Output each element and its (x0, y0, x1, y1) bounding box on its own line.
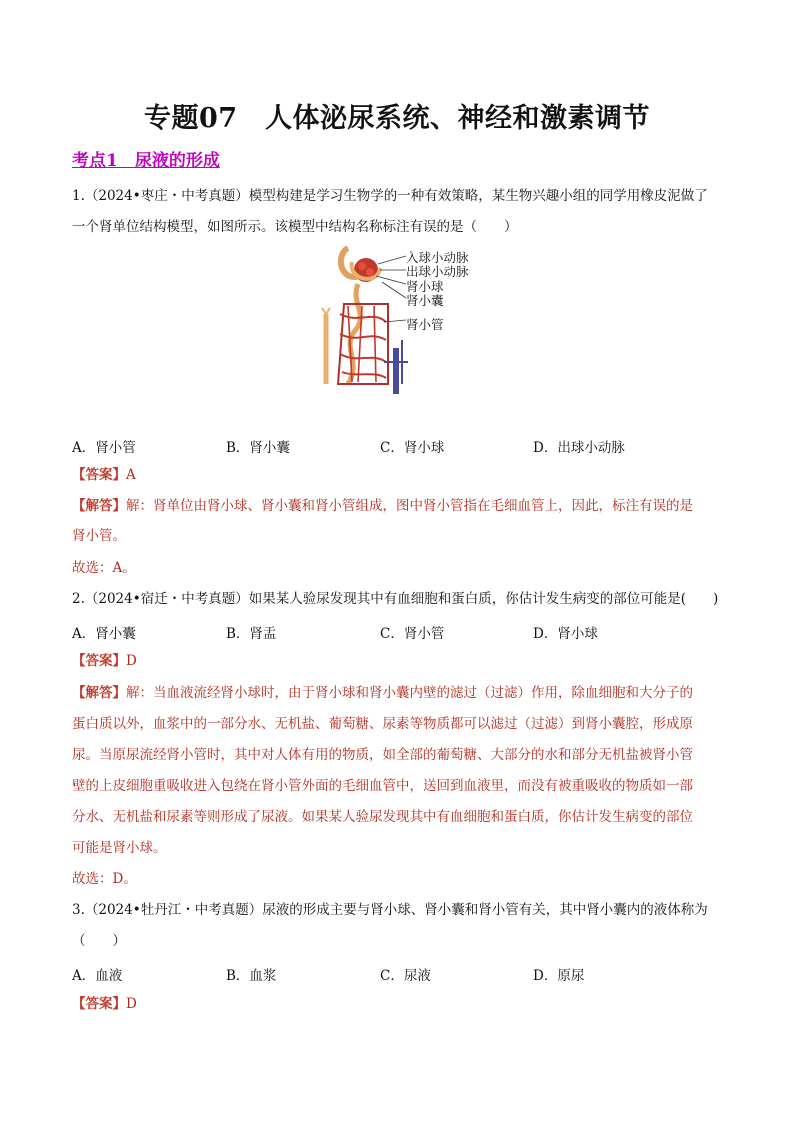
q2-explain-line5: 分水、无机盐和尿素等则形成了尿液。如果某人验尿发现其中有血细胞和蛋白质，你估计发生病变的部位 (72, 809, 693, 825)
explain-text: 解：肾单位由肾小球、肾小囊和肾小管组成，图中肾小管指在毛细血管上，因此，标注有误的是 (126, 498, 693, 514)
answer-value: D (126, 653, 137, 669)
q2-option-b: B．肾盂 (226, 626, 277, 642)
figure-label-capsule: 肾小囊 (406, 293, 444, 308)
q3-answer (72, 996, 137, 1012)
q2-explain-line2: 蛋白质以外，血浆中的一部分水、无机盐、葡萄糖、尿素等物质都可以滤过（过滤）到肾小囊腔，形成原 (72, 716, 693, 732)
q2-option-a: A．肾小囊 (72, 626, 136, 642)
explain-tag: 【解答】 (72, 498, 126, 514)
q3-option-a: A．血液 (72, 968, 123, 984)
q2-option-c: C．肾小管 (380, 626, 445, 642)
q1-choice: 故选：A。 (72, 560, 136, 576)
q3-option-c: C．尿液 (380, 968, 431, 984)
q2-stem-line1: 2.（2024•宿迁・中考真题）如果某人验尿发现其中有血细胞和蛋白质，你估计发生病变的部位可能是( ) (72, 591, 719, 607)
q1-option-b: B．肾小囊 (226, 440, 290, 456)
q1-stem-line1: 1.（2024•枣庄・中考真题）模型构建是学习生物学的一种有效策略，某生物兴趣小组的同学用橡皮泥做了 (72, 188, 708, 204)
page-title: 专题07 人体泌尿系统、神经和激素调节 (143, 103, 651, 134)
answer-tag: 【答案】 (72, 996, 126, 1012)
q1-explain-line2: 肾小管。 (72, 528, 126, 544)
q1-answer (72, 467, 136, 483)
q3-option-d: D．原尿 (533, 968, 585, 984)
q2-choice: 故选：D。 (72, 871, 137, 887)
q2-explain-line4: 壁的上皮细胞重吸收进入包绕在肾小管外面的毛细血管中，送回到血液里，而没有被重吸收的物质如一部 (72, 778, 693, 794)
answer-tag: 【答案】 (72, 467, 126, 483)
q1-explain-line1 (72, 498, 693, 514)
q2-explain-line6: 可能是肾小球。 (72, 840, 167, 856)
q1-option-a: A．肾小管 (72, 440, 136, 456)
explain-text: 解：当血液流经肾小球时，由于肾小球和肾小囊内壁的滤过（过滤）作用，除血细胞和大分子的 (126, 685, 693, 701)
q3-option-b: B．血浆 (226, 968, 277, 984)
q2-option-d: D．肾小球 (533, 626, 598, 642)
section-heading: 考点1 尿液的形成 (72, 151, 220, 171)
explain-tag: 【解答】 (72, 685, 126, 701)
figure-label-afferent: 入球小动脉 (406, 250, 469, 265)
answer-tag: 【答案】 (72, 653, 126, 669)
q1-option-d: D．出球小动脉 (533, 440, 625, 456)
q2-explain-line1 (72, 685, 693, 701)
figure-label-tubule: 肾小管 (406, 317, 444, 332)
q3-stem-line1: 3.（2024•牡丹江・中考真题）尿液的形成主要与肾小球、肾小囊和肾小管有关，其中肾小囊内的液体称为 (72, 902, 708, 918)
q2-explain-line3: 尿。当原尿流经肾小管时，其中对人体有用的物质，如全部的葡萄糖、大部分的水和部分无机盐被肾小管 (72, 747, 693, 763)
figure-label-efferent: 出球小动脉 (406, 264, 469, 279)
q1-stem-line2: 一个肾单位结构模型，如图所示。该模型中结构名称标注有误的是（ ） (72, 219, 518, 235)
q1-option-c: C．肾小球 (380, 440, 445, 456)
answer-value: A (126, 467, 136, 483)
q2-answer (72, 653, 137, 669)
figure-label-glomerulus: 肾小球 (406, 279, 444, 294)
answer-value: D (126, 996, 137, 1012)
q3-stem-line2: （ ） (72, 933, 126, 949)
